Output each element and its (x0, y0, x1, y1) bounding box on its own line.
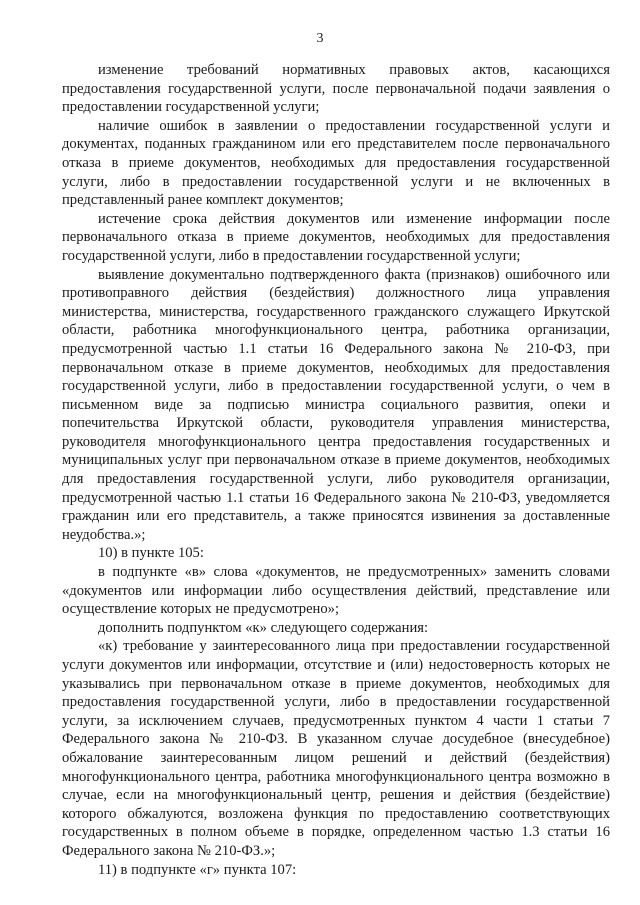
paragraph-subitem-k-text: «к) требование у заинтересованного лица при предоставлении государственной услуги документов или информации, отсутствие и (или) недостоверность которых не указывались при первоначальном отказе в приеме документов, необходимых для предоставления государственной услуги, либо в предоставлении государственной услуги, за исключением случаев, предусмотренных пунктом 4 части 1 статьи 7 Федерального закона № 210-ФЗ. В указанном случае досудебное (внесудебное) обжалование заинтересованным лицом решений и действий (бездействия) многофункционального центра, работника многофункционального центра возможно в случае, если на многофункциональный центр, решения и действия (бездействие) которого обжалуются, возложена функция по предоставлению соответствующих государственных в полном объеме в порядке, определенном частью 1.3 статьи 16 Федерального закона № 210-ФЗ.»; (62, 638, 610, 859)
page-number: 3 (316, 31, 324, 46)
paragraph-item-10: 10) в пункте 105: (98, 545, 204, 562)
document-body (62, 61, 610, 879)
paragraph-document-expiry: истечение срока действия документов или изменение информации после первоначального отказа в приеме документов, необходимых для предоставления государственной услуги, либо в предоставлении государственной услуги; (62, 210, 610, 264)
paragraph-item-11: 11) в подпункте «г» пункта 107: (98, 861, 297, 878)
paragraph-regulation-change: изменение требований нормативных правовых актов, касающихся предоставления государственной услуги, после первоначальной подачи заявления о предоставлении государственной услуги; (62, 62, 610, 116)
paragraph-application-errors: наличие ошибок в заявлении о предоставлении государственной услуги и документах, поданных гражданином или его представителем после первоначального отказа в приеме документов, необходимых для предоставления государственной услуги, либо в предоставлении государственной услуги и не включенных в представленный ранее комплект документов; (62, 117, 610, 209)
paragraph-official-misconduct: выявление документально подтвержденного факта (признаков) ошибочного или противоправного действия (бездействия) должностного лица управления министерства, министерства, государственного гражданского служащего Иркутской области, работника многофункционального центра, работника организации, предусмотренной частью 1.1 статьи 16 Федерального закона № 210-ФЗ, при первоначальном отказе в приеме документов, необходимых для предоставления государственной услуги, либо в предоставлении государственной услуги, о чем в письменном виде за подписью министра социального развития, опеки и попечительства Иркутской области, руководителя управления министерства, руководителя многофункционального центра предоставления государственных и муниципальных услуг при первоначальном отказе в приеме документов, необходимых для предоставления государственной услуги, либо руководителя организации, предусмотренной частью 1.1 статьи 16 Федерального закона № 210-ФЗ, уведомляется гражданин или его представитель, а также приносятся извинения за доставленные неудобства.»; (62, 266, 610, 543)
paragraph-add-subitem-k: дополнить подпунктом «к» следующего содержания: (98, 619, 429, 636)
paragraph-subitem-v-replace: в подпункте «в» слова «документов, не предусмотренных» заменить словами «документов или информации либо осуществления действий, представление или осуществление которых не предусмотрено»; (62, 564, 610, 618)
